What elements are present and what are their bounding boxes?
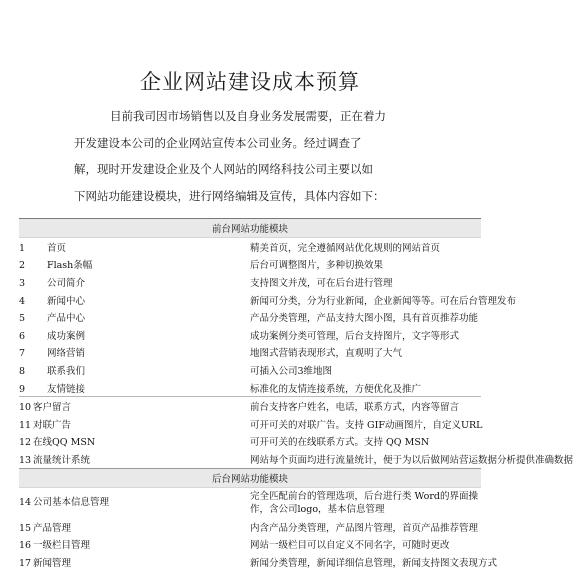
- section-header-row: [19, 468, 481, 487]
- table-row: [19, 344, 481, 362]
- module-name-cell: [19, 344, 250, 362]
- module-description: 地图式营销表现形式，直观明了大气: [250, 348, 403, 360]
- row-number: 1: [19, 242, 26, 254]
- row-number: 12: [19, 437, 32, 449]
- module-description: 网站每个页面均进行流量统计，便于为以后做网站营运数据分析提供准确数据: [250, 454, 573, 466]
- row-number: 4: [19, 295, 26, 307]
- module-description: 可开可关的对联广告。支持 GIF动画图片，自定义URL: [250, 419, 483, 431]
- table-row: [19, 256, 481, 274]
- table-row: [19, 415, 481, 433]
- row-number: 13: [19, 454, 32, 466]
- row-number: 3: [19, 277, 26, 289]
- intro-line: 下网站功能建设模块，进行网络编辑及宣传，具体内容如下：: [74, 188, 385, 203]
- module-name: 对联广告: [33, 419, 72, 431]
- row-number: 15: [19, 522, 32, 534]
- module-name: 一级栏目管理: [33, 540, 91, 552]
- module-name: 公司简介: [47, 277, 86, 289]
- module-name-cell: [19, 450, 250, 468]
- module-description: 可插入公司3维地图: [250, 365, 333, 377]
- module-name-cell: [19, 397, 250, 415]
- intro-line: 开发建设本公司的企业网站宣传本公司业务。经过调查了: [74, 135, 362, 150]
- module-name-cell: [19, 518, 250, 536]
- table-row: [19, 361, 481, 379]
- row-number: 5: [19, 313, 26, 325]
- row-number: 9: [19, 383, 26, 395]
- section-title: 后台网站功能模块: [19, 468, 481, 487]
- module-name: 客户留言: [33, 402, 72, 414]
- module-name: 联系我们: [47, 365, 86, 377]
- module-description: 产品分类管理，产品支持大图小图，具有首页推荐功能: [250, 313, 479, 325]
- module-name: 成功案例: [47, 330, 86, 342]
- module-name-cell: [19, 415, 250, 433]
- module-description: 新闻可分类，分为行业新闻，企业新闻等等。可在后台管理发布: [250, 295, 517, 307]
- row-number: 16: [19, 540, 32, 552]
- module-name: 新闻中心: [47, 295, 86, 307]
- module-name: 网络营销: [47, 348, 86, 360]
- table-row: [19, 238, 481, 256]
- module-description: 标准化的友情连接系统，方便优化及推广: [250, 383, 422, 395]
- module-description: 完全匹配前台的管理选项，后台进行类 Word的界面操作，含公司logo，基本信息管理: [250, 490, 478, 515]
- table-row: [19, 291, 481, 309]
- module-name-cell: [19, 487, 250, 518]
- module-description: 支持图文并茂，可在后台进行管理: [250, 277, 393, 289]
- module-name-cell: [19, 361, 250, 379]
- section-header-row: [19, 219, 481, 238]
- module-description: 新闻分类管理，新闻详细信息管理，新闻支持图文表现方式: [250, 557, 498, 569]
- module-name-cell: [19, 535, 250, 553]
- module-description: 成功案例分类可管理，后台支持图片，文字等形式: [250, 330, 460, 342]
- budget-table: [19, 218, 573, 571]
- table-row: [19, 308, 481, 326]
- section-title: 前台网站功能模块: [19, 219, 481, 238]
- module-description: 内含产品分类管理，产品图片管理，首页产品推荐管理: [250, 522, 479, 534]
- row-number: 14: [19, 497, 32, 509]
- module-name: Flash条幅: [47, 260, 93, 272]
- table-row: [19, 553, 481, 571]
- module-name: 产品中心: [47, 313, 86, 325]
- row-number: 8: [19, 365, 26, 377]
- module-name: 产品管理: [33, 522, 72, 534]
- module-name-cell: [19, 256, 250, 274]
- module-name-cell: [19, 291, 250, 309]
- table-row: [19, 326, 481, 344]
- row-number: 10: [19, 402, 32, 414]
- table-row: [19, 450, 481, 468]
- row-number: 11: [19, 419, 32, 431]
- module-name: 在线QQ MSN: [33, 437, 96, 449]
- module-name-cell: [19, 308, 250, 326]
- module-description: 后台可调整图片，多种切换效果: [250, 260, 384, 272]
- module-name-cell: [19, 238, 250, 256]
- module-description: 前台支持客户姓名，电话，联系方式，内容等留言: [250, 397, 481, 415]
- row-number: 2: [19, 260, 26, 272]
- document-title: 企业网站建设成本预算: [140, 70, 360, 94]
- module-name-cell: [19, 273, 250, 291]
- table-row: [19, 433, 481, 451]
- table-row: [19, 273, 481, 291]
- intro-line: 目前我司因市场销售以及自身业务发展需要，正在着力: [110, 109, 386, 123]
- row-number: 6: [19, 330, 26, 342]
- module-name: 公司基本信息管理: [33, 497, 110, 509]
- table-row: [19, 518, 481, 536]
- module-name: 流量统计系统: [33, 454, 91, 466]
- row-number: 17: [19, 557, 32, 569]
- table-row: [19, 535, 481, 553]
- table-row: [19, 397, 481, 415]
- intro-paragraph: [74, 103, 404, 209]
- module-name-cell: [19, 379, 250, 397]
- module-name: 首页: [47, 242, 67, 254]
- module-name: 新闻管理: [33, 557, 72, 569]
- module-name-cell: [19, 433, 250, 451]
- module-name: 友情链接: [47, 383, 86, 395]
- module-description: 可开可关的在线联系方式。支持 QQ MSN: [250, 437, 430, 449]
- module-description: 网站一级栏目可以自定义不同名字，可随时更改: [250, 540, 450, 552]
- module-description: 精美首页，完全遵循网站优化规则的网站首页: [250, 242, 441, 254]
- table-row: [19, 487, 481, 518]
- row-number: 7: [19, 348, 26, 360]
- module-name-cell: [19, 326, 250, 344]
- table-row: [19, 379, 481, 397]
- module-name-cell: [19, 553, 250, 571]
- intro-line: 解，现时开发建设企业及个人网站的网络科技公司主要以如: [74, 162, 373, 176]
